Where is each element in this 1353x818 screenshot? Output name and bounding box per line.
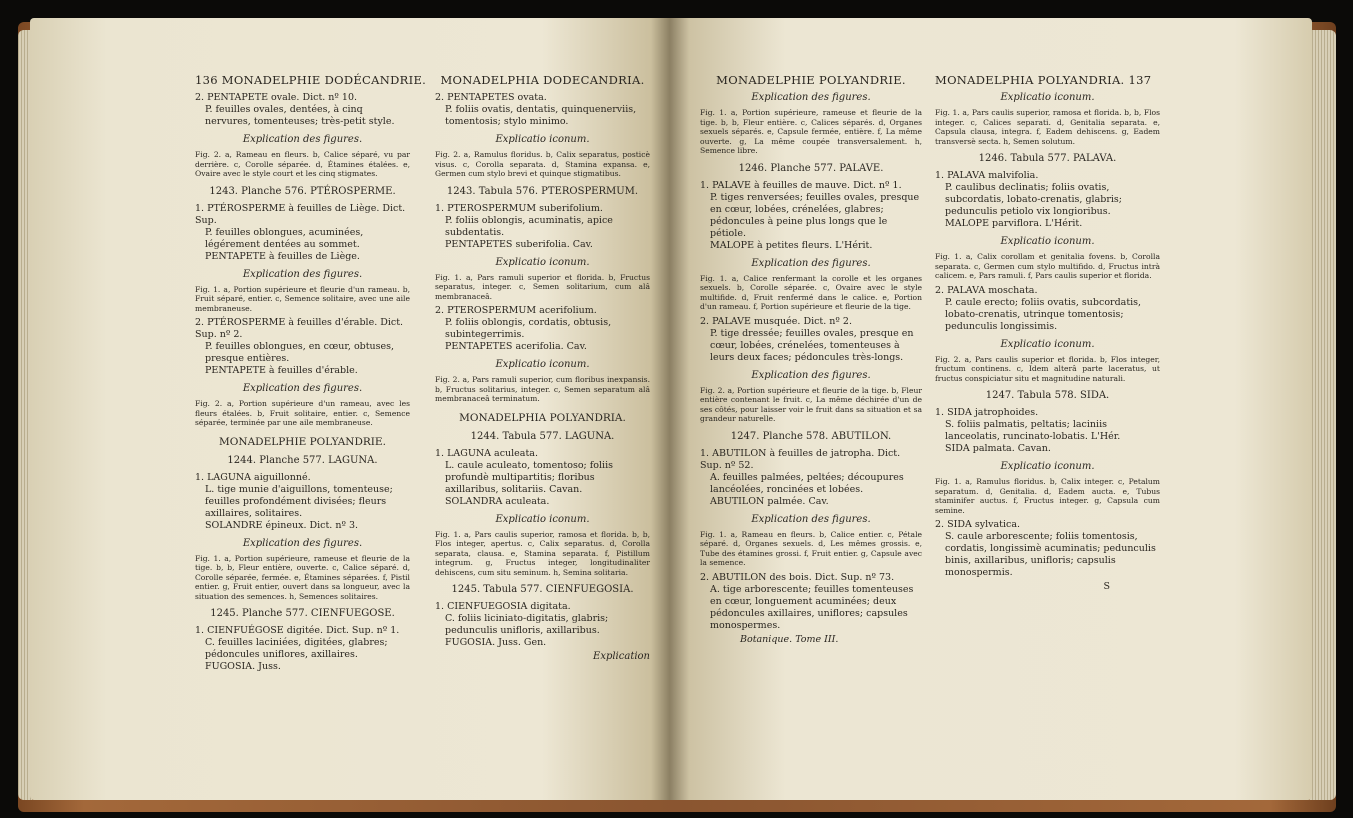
plate-heading: 1243. Tabula 576. PTEROSPERMUM. <box>446 185 639 197</box>
entry-title: 2. PENTAPETE ovale. Dict. nº 10. <box>195 92 358 103</box>
page-number: 137 <box>1128 73 1152 87</box>
synonym: SOLANDRA aculeata. <box>445 495 550 507</box>
entry-description: C. foliis liciniato-digitatis, glabris; pedunculis unifloris, axillaribus. <box>445 613 609 636</box>
synonym: ABUTILON palmée. Cav. <box>710 495 829 507</box>
plate-heading: 1245. Planche 577. CIENFUEGOSE. <box>210 608 395 619</box>
column-french-right <box>700 74 922 646</box>
entry-title: 2. PALAVE musquée. Dict. nº 2. <box>700 315 852 327</box>
entry-title: 1. SIDA jatrophoides. <box>935 407 1039 418</box>
column-latin-left <box>435 74 650 663</box>
explication-heading: Explicatio iconum. <box>495 134 590 145</box>
volume-footer: Botanique. Tome III. <box>740 633 839 645</box>
explication-heading: Explication des figures. <box>751 369 871 381</box>
explication-heading: Explication des figures. <box>751 513 871 525</box>
entry-description: L. tige munie d'aiguillons, tomenteuse; feuilles profondément divisées; fleurs axillaires, solitaires. <box>205 483 393 519</box>
figure-caption: Fig. 1. a, Rameau en fleurs. b, Calice entier. c, Pétale séparé. d, Organes sexuels. d, Les mêmes grossis. e, Tube des étamines grossi. f, Fruit entier. g, Capsule avec la semence. <box>700 529 922 567</box>
explication-heading: Explicatio iconum. <box>1000 338 1095 350</box>
entry-description: A. feuilles palmées, peltées; découpures lancéolées, roncinées et lobées. <box>710 471 904 495</box>
left-page <box>30 18 670 800</box>
figure-caption: Fig. 2. a, Ramulus floridus. b, Calix separatus, posticè visus. c, Corolla separata. d, Stamina expansa. e, Germen cum stylo brevi et quinque stigmatibus. <box>435 150 650 178</box>
explication-heading: Explication des figures. <box>242 268 363 280</box>
plate-heading: 1243. Planche 576. PTÉROSPERME. <box>209 185 396 197</box>
figure-caption: Fig. 1. a, Ramulus floridus. b, Calix integer. c, Petalum separatum. d, Genitalia. d, Eadem aucta. e, Tubus staminifer auctus. f, Fructus integer. g, Capsula cum semine. <box>935 477 1160 515</box>
entry-title: 1. LAGUNA aculeata. <box>435 447 538 459</box>
entry-description: P. foliis oblongis, acuminatis, apice subdentatis. <box>445 214 613 238</box>
entry-title: 1. PALAVA malvifolia. <box>935 170 1039 181</box>
explication-heading: Explicatio iconum. <box>1000 461 1095 472</box>
entry-description: P. caule erecto; foliis ovatis, subcordatis, lobato-crenatis, utrinque tomentosis; pedunculis longissimis. <box>945 296 1142 332</box>
entry-title: 1. CIENFUÉGOSE digitée. Dict. Sup. nº 1. <box>195 625 400 636</box>
running-header-title: MONADELPHIA POLYANDRIA. <box>935 73 1125 87</box>
synonym: PENTAPETE à feuilles de Liège. <box>205 250 360 262</box>
section-heading: MONADELPHIA POLYANDRIA. <box>459 411 626 424</box>
synonym: PENTAPETE à feuilles d'érable. <box>205 365 358 376</box>
right-page <box>670 18 1312 800</box>
page-edges-right <box>1310 30 1336 800</box>
entry-description: P. tiges renversées; feuilles ovales, presque en cœur, lobées, crénelées, glabres; pédoncules à peine plus longs que le pétiole. <box>710 191 920 239</box>
synonym: FUGOSIA. Juss. <box>205 661 281 672</box>
explication-heading: Explication des figures. <box>751 92 871 103</box>
synonym: SOLANDRE épineux. Dict. nº 3. <box>205 519 359 531</box>
column-french-left <box>195 73 427 675</box>
entry-description: S. caule arborescente; foliis tomentosis, cordatis, longissimè acuminatis; pedunculis binis, axillaribus, unifloris; capsulis monospermis. <box>945 531 1156 578</box>
entry-description: P. foliis oblongis, cordatis, obtusis, subintegerrimis. <box>445 317 612 340</box>
figure-caption: Fig. 2. a, Pars ramuli superior, cum floribus inexpansis. b, Fructus solitarius, integer. c, Semen separatum alâ membranaceâ terminatum. <box>435 375 650 403</box>
figure-caption: Fig. 1. a, Pars ramuli superior et florida. b, Fructus separatus, integer. c, Semen solitarium, cum alâ membranaceâ. <box>435 272 650 301</box>
entry-description: P. feuilles oblongues, acuminées, légérement dentées au sommet. <box>205 226 364 250</box>
entry-description: L. caule aculeato, tomentoso; foliis profundè multipartitis; floribus axillaribus, solitariis. Cavan. <box>445 459 613 495</box>
explication-heading: Explicatio iconum. <box>1000 236 1095 247</box>
entry-title: 1. CIENFUEGOSIA digitata. <box>435 601 571 612</box>
entry-title: 1. PTEROSPERMUM suberifolium. <box>435 202 603 214</box>
figure-caption: Fig. 2. a, Portion supérieure d'un rameau, avec les fleurs étalées. b, Fruit solitaire, entier. c, Semence séparée, terminée par une aile membraneuse. <box>195 399 410 427</box>
entry-title: 2. ABUTILON des bois. Dict. Sup. nº 73. <box>700 571 895 583</box>
entry-title: 2. SIDA sylvatica. <box>935 519 1021 530</box>
entry-title: 1. ABUTILON à feuilles de jatropha. Dict. Sup. nº 52. <box>700 447 901 471</box>
explication-heading: Explicatio iconum. <box>1000 92 1095 103</box>
running-header <box>935 74 1160 86</box>
section-heading: MONADELPHIE POLYANDRIE. <box>219 435 386 448</box>
figure-caption: Fig. 1. a, Pars caulis superior, ramosa et florida. b, b, Flos integer, apertus. c, Calix separatus. d, Corolla separata, clausa. e, Stamina separata. f, Pistillum integrum. g, Fructus integer, longitudinaliter dehiscens, cum situ seminum. h, Semina solitaria. <box>435 529 650 577</box>
figure-caption: Fig. 2. a, Pars caulis superior et florida. b, Flos integer, fructum continens. c, Idem alterâ parte laceratus, ut fructus conspiciatur situ et magnitudine naturali. <box>935 354 1160 383</box>
plate-heading: 1246. Tabula 577. PALAVA. <box>978 153 1117 164</box>
entry-title: 2. PENTAPETES ovata. <box>435 92 547 103</box>
figure-caption: Fig. 1. a, Portion supérieure et fleurie d'un rameau. b, Fruit séparé, entier. c, Semence solitaire, avec une aile membraneuse. <box>195 284 410 313</box>
entry-title: 2. PTEROSPERMUM acerifolium. <box>435 305 597 316</box>
catchword: Explication <box>593 651 650 662</box>
entry-title: 1. PALAVE à feuilles de mauve. Dict. nº 1. <box>700 179 902 191</box>
explication-heading: Explication des figures. <box>242 537 363 549</box>
plate-heading: 1247. Planche 578. ABUTILON. <box>730 430 892 442</box>
running-header: MONADELPHIE POLYANDRIE. <box>716 73 906 87</box>
entry-description: S. foliis palmatis, peltatis; laciniis lanceolatis, runcinato-lobatis. L'Hér. <box>945 419 1121 442</box>
entry-title: 2. PALAVA moschata. <box>935 284 1038 296</box>
entry-title: 2. PTÉROSPERME à feuilles d'érable. Dict. Sup. nº 2. <box>195 317 404 340</box>
entry-title: 1. PTÉROSPERME à feuilles de Liège. Dict. Sup. <box>195 202 406 226</box>
plate-heading: 1246. Planche 577. PALAVE. <box>738 162 884 174</box>
plate-heading: 1247. Tabula 578. SIDA. <box>985 390 1110 401</box>
plate-heading: 1245. Tabula 577. CIENFUEGOSIA. <box>451 584 634 595</box>
figure-caption: Fig. 2. a, Portion supérieure et fleurie de la tige. b, Fleur entière contenant le fruit. c, La même déchirée d'un de ses côtés, pour laisser voir le fruit dans sa situation et sa grandeur naturelle. <box>700 385 922 423</box>
running-header: 136 MONADELPHIE DODÉCANDRIE. <box>195 73 427 87</box>
entry-description: P. feuilles ovales, dentées, à cinq nervures, tomenteuses; très-petit style. <box>205 104 395 127</box>
explication-heading: Explication des figures. <box>242 134 363 145</box>
entry-description: P. caulibus declinatis; foliis ovatis, subcordatis, lobato-crenatis, glabris; pedunculis petiolo vix longioribus. <box>945 182 1122 217</box>
entry-description: P. tige dressée; feuilles ovales, presque en cœur, lobées, crénelées, tomenteuses à leurs deux faces; pédoncules très-longs. <box>710 327 914 363</box>
explication-heading: Explicatio iconum. <box>495 256 590 268</box>
figure-caption: Fig. 1. a, Calix corollam et genitalia fovens. b, Corolla separata. c, Germen cum stylo multifido. d, Fructus intrà calicem. e, Pars ramuli. f, Pars caulis superior et florida. <box>935 252 1160 280</box>
synonym: PENTAPETES suberifolia. Cav. <box>445 238 593 250</box>
entry-description: C. feuilles laciniées, digitées, glabres; pédoncules uniflores, axillaires. <box>205 637 388 660</box>
entry-description: P. foliis ovatis, dentatis, quinquenerviis, tomentosis; stylo minimo. <box>445 104 637 127</box>
explication-heading: Explicatio iconum. <box>495 513 590 525</box>
synonym: SIDA palmata. Cavan. <box>945 443 1051 454</box>
figure-caption: Fig. 1. a, Portion supérieure, rameuse et fleurie de la tige. b, b, Fleur entière, ouverte. c, Calice séparé. d, Corolle séparée, fermée. e, Étamines séparées. f, Pistil entier. g, Fruit entier, ouvert dans sa longueur, avec la situation des semences. h, Semences solitaires. <box>195 553 410 601</box>
page-footer <box>700 634 922 646</box>
plate-heading: 1244. Tabula 577. LAGUNA. <box>470 430 615 442</box>
explication-heading: Explicatio iconum. <box>495 359 590 370</box>
synonym: PENTAPETES acerifolia. Cav. <box>445 341 587 352</box>
plate-heading: 1244. Planche 577. LAGUNA. <box>227 454 378 466</box>
entry-title: 1. LAGUNA aiguillonné. <box>195 471 311 483</box>
synonym: MALOPE parviflora. L'Hérit. <box>945 218 1083 229</box>
signature-mark: S <box>1103 581 1110 592</box>
synonym: FUGOSIA. Juss. Gen. <box>445 637 547 648</box>
entry-description: A. tige arborescente; feuilles tomenteuses en cœur, longuement acuminées; deux pédoncules axillaires, uniflores; capsules monospermes. <box>710 583 914 631</box>
figure-caption: Fig. 2. a, Rameau en fleurs. b, Calice séparé, vu par derrière. c, Corolle séparée. d, Étamines étalées. e, Ovaire avec le style court et les cinq stigmates. <box>195 150 410 178</box>
synonym: MALOPE à petites fleurs. L'Hérit. <box>710 239 873 251</box>
entry-description: P. feuilles oblongues, en cœur, obtuses, presque entières. <box>205 341 395 364</box>
column-latin-right <box>935 74 1160 593</box>
figure-caption: Fig. 1. a, Calice renfermant la corolle et les organes sexuels. b, Corolle séparée. c, Ovaire avec le style multifide. d, Fruit renfermé dans le calice. e, Portion d'un rameau. f, Portion supérieure et fleurie de la tige. <box>700 273 922 311</box>
explication-heading: Explication des figures. <box>751 257 871 269</box>
running-header: MONADELPHIA DODECANDRIA. <box>440 73 645 87</box>
figure-caption: Fig. 1. a, Portion supérieure, rameuse et fleurie de la tige. b, b, Fleur entière. c, Calices séparés. d, Organes sexuels séparés. e, Capsule fermée, entière. f, La même ouverte. g, La même coupée transversalement. h, Semence libre. <box>700 108 922 155</box>
explication-heading: Explication des figures. <box>242 383 363 394</box>
figure-caption: Fig. 1. a, Pars caulis superior, ramosa et florida. b, b, Flos integer. c, Calices separati. d, Genitalia separata. e, Capsula clausa, integra. f, Eadem dehiscens. g, Eadem transversè secta. h, Semen solutum. <box>935 108 1160 146</box>
